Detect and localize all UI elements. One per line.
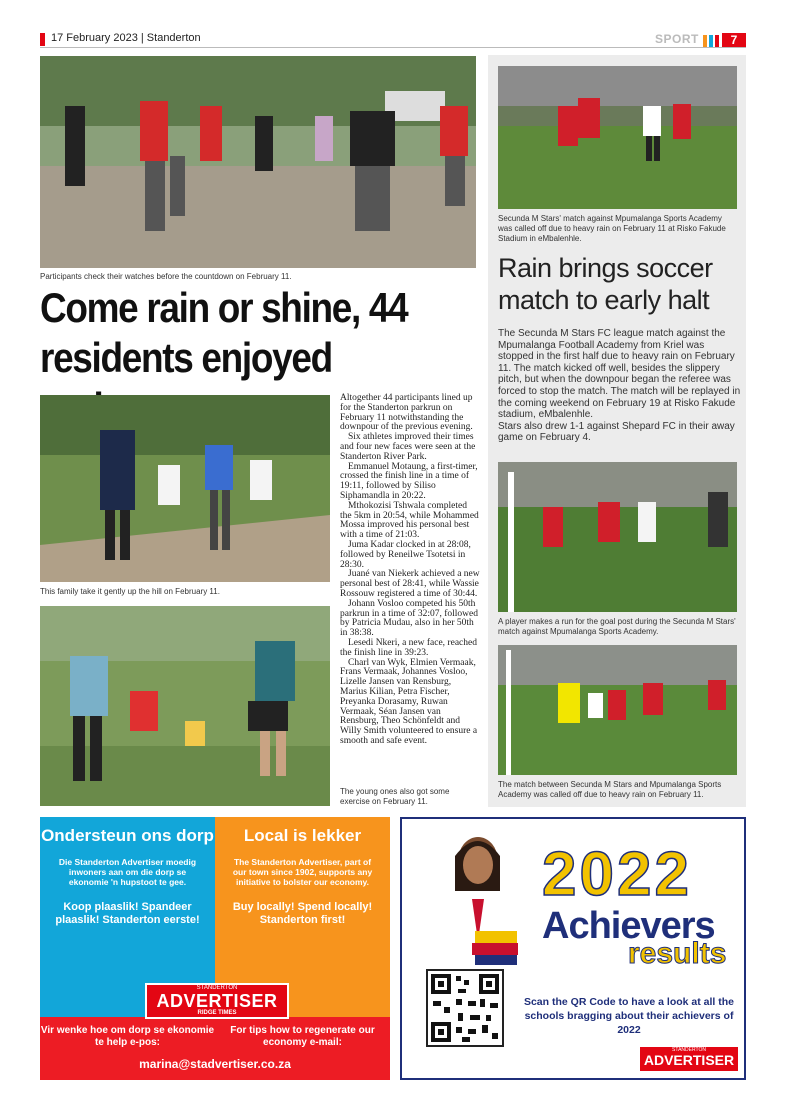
article-paragraph: Juma Kadar clocked in at 28:08, followed by Reneilwe Tsotetsi in 28:30. [340, 539, 471, 570]
tip-afrikaans: Vir wenke hoe om dorp se ekonomie te help e-pos: [40, 1025, 215, 1048]
page-number: 7 [722, 33, 746, 47]
local-is-lekker-ad [40, 817, 390, 1080]
logo-main-text: ADVERTISER [156, 991, 278, 1011]
logo-top-text: STANDERTON [196, 985, 238, 991]
top-left-caption: Participants check their watches before the countdown on February 11. [40, 272, 292, 281]
advertiser-logo [145, 983, 289, 1019]
ad-cta-english: Buy locally! Spend locally! Standerton first! [232, 901, 373, 926]
dateline: 17 February 2023 | Standerton [51, 32, 201, 44]
soccer-middle-photo [498, 462, 737, 612]
right-headline: Rain brings soccer match to early halt [498, 253, 713, 315]
parkrun-article [340, 394, 480, 747]
bottom-right-caption: The match between Secunda M Stars and Mpumalanga Sports Academy was called off due to heavy rain on February 11. [498, 780, 722, 799]
afrikaans-column [40, 817, 215, 927]
article-paragraph: Lesedi Nkeri, a new face, reached the finish line in 39:23. [340, 637, 477, 658]
soccer-paragraph: The Secunda M Stars FC league match against the Mpumalanga Football Academy from Kriel was stopped in the first half due to heavy rain on February 11. The match kicked off well, besides the slippery pitch, but when the downpour began the referee was forced to stop the match. The match will be replayed in the coming weekend on February 19 at Risko Fakude stadium, eMbalenhle. [498, 328, 741, 421]
ad-title-afrikaans: Ondersteun ons dorp [41, 826, 214, 845]
article-paragraph: Juané van Niekerk achieved a new personal best of 28:41, while Wassie Rossouw registered a time of 30:44. [340, 569, 480, 599]
ad-title-english: Local is lekker [243, 826, 362, 845]
tip-english: For tips how to regenerate our economy e-mail: [230, 1025, 375, 1048]
achievers-year: 2022 [542, 840, 692, 909]
student-illustration [420, 831, 530, 971]
soccer-bottom-photo [498, 645, 737, 775]
contact-email[interactable]: marina@stadvertiser.co.za [139, 1057, 291, 1071]
ad-cta-afrikaans: Koop plaaslik! Spandeer plaaslik! Standerton eerste! [55, 901, 200, 926]
logo-small-top-text: STANDERTON [672, 1047, 706, 1053]
qr-code[interactable] [426, 969, 504, 1047]
family-hill-photo [40, 395, 330, 582]
bottom-left-caption: The young ones also got some exercise on February 11. [340, 787, 450, 806]
article-paragraph: Emmanuel Motaung, a first-timer, crossed the finish line in a time of 19:11, followed by Siliso Siphamandla in 20:22. [340, 461, 478, 501]
soccer-top-photo [498, 66, 737, 209]
article-paragraph: Six athletes improved their times and four new faces were seen at the Standerton River Park. [340, 432, 476, 462]
header-accent-bar [40, 33, 45, 46]
article-paragraph: Charl van Wyk, Elmien Vermaak, Frans Vermaak, Johannes Vosloo, Lizelle Jansen van Rensburg, Marius Kilian, Petra Fischer, Preyanka Dorasamy, Ruwan Vermaak, Séan Jansen van Rensburg, Theo Schönfeldt and Willy Smith volunteered to ensure a smooth and safe event. [340, 657, 478, 746]
scan-instructions: Scan the QR Code to have a look at all the schools bragging about their achievers of 2022 [523, 996, 735, 1036]
parkrun-group-photo [40, 56, 476, 268]
article-paragraph: Mthokozisi Tshwala completed the 5km in 20:54, while Mohammed Mossa improved his personal best with a time of 21:03. [340, 500, 479, 541]
article-paragraph: Johann Vosloo competed his 50th parkrun in a time of 32:07, followed by Patricia Mudau, also in her 50th in 38:38. [340, 598, 478, 639]
english-column [215, 817, 390, 927]
achievers-subtitle: results [628, 937, 727, 970]
soccer-article [498, 328, 741, 444]
achievers-title: Achievers [542, 905, 715, 947]
section-label: SPORT [655, 32, 699, 46]
logo-small-main-text: ADVERTISER [643, 1052, 735, 1068]
middle-right-caption: A player makes a run for the goal post during the Secunda M Stars' match against Mpumalanga Sports Academy. [498, 617, 736, 636]
advertiser-logo-small [640, 1047, 738, 1071]
top-right-caption: Secunda M Stars' match against Mpumalanga Sports Academy was called off due to heavy rain on February 11 at Risko Fakude Stadium in eMbalenhle. [498, 214, 726, 243]
header-rule [40, 47, 746, 48]
ad-desc-afrikaans: Die Standerton Advertiser moedig inwoners aan om die dorp se ekonomie 'n hupstoot te gee. [58, 857, 197, 887]
achievers-ad [400, 817, 746, 1080]
soccer-paragraph: Stars also drew 1-1 against Shepard FC in their away game on February 4. [498, 420, 735, 444]
logo-sub-text: RIDGE TIMES [197, 1010, 237, 1016]
young-ones-photo [40, 606, 330, 806]
left-headline: Come rain or shine, 44 residents enjoyed [40, 284, 408, 381]
article-paragraph: Altogether 44 participants lined up for the Standerton parkrun on February 11 notwithstanding the downpour of the previous evening. [340, 393, 473, 433]
section-stripes [703, 34, 721, 52]
middle-left-caption: This family take it gently up the hill on February 11. [40, 587, 220, 596]
ad-desc-english: The Standerton Advertiser, part of our town since 1902, supports any initiative to bolster our economy. [232, 857, 373, 887]
